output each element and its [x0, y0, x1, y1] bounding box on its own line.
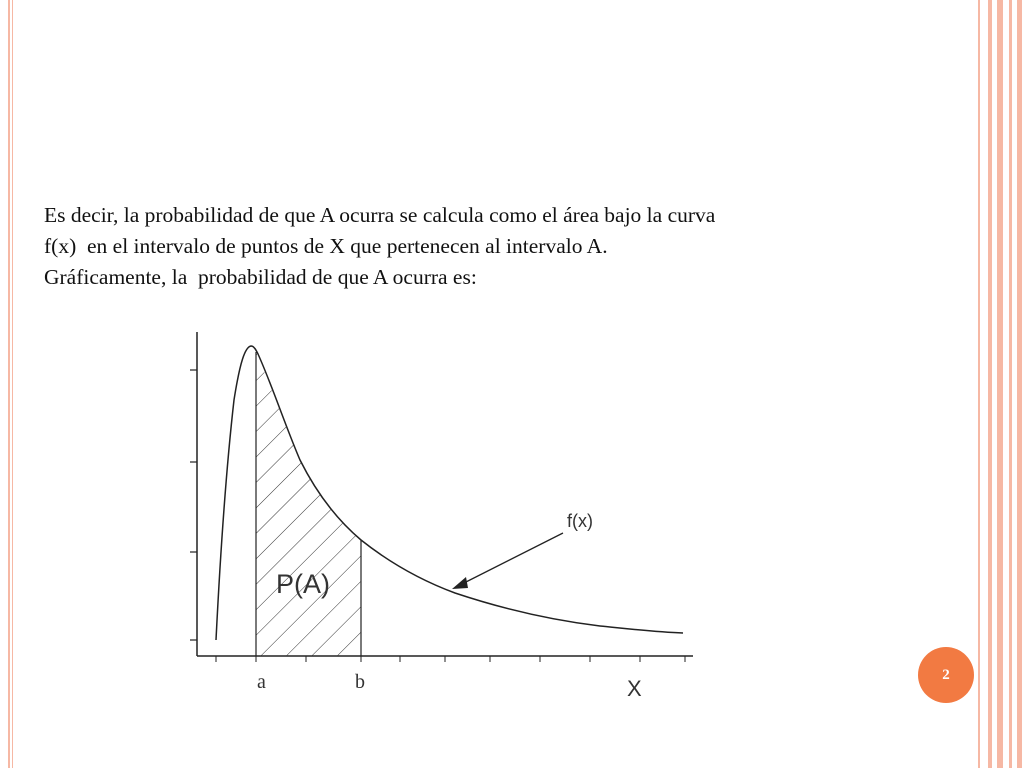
paragraph-line-1: Es decir, la probabilidad de que A ocurra se calcula como el área bajo la curva [44, 203, 716, 227]
page-number-badge: 2 [918, 647, 974, 703]
area-label: P(A) [276, 569, 330, 599]
tick-label-b: b [355, 671, 365, 693]
curve-pointer-arrow [460, 533, 563, 585]
paragraph-line-3: Gráficamente, la probabilidad de que A ocurra es: [44, 265, 477, 289]
x-axis-label: X [627, 676, 642, 701]
arrow-head [452, 577, 468, 589]
tick-label-a: a [257, 671, 266, 693]
curve-label: f(x) [567, 511, 593, 531]
paragraph-line-2: f(x) en el intervalo de puntos de X que pertenecen al intervalo A. [44, 234, 608, 258]
